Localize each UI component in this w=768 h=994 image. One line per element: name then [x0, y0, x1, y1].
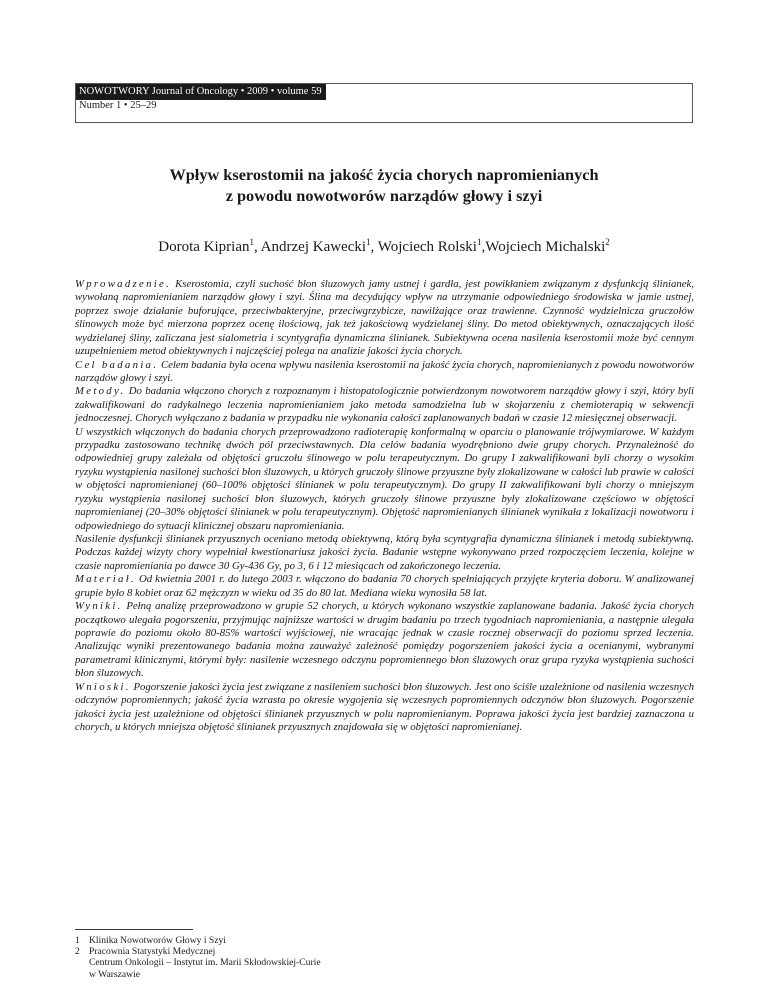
section-heading: Wnioski. — [75, 680, 131, 693]
abstract-aim — [75, 359, 694, 386]
section-text: Pełną analizę przeprowadzono w grupie 52 chorych, u których wykonano wszystkie zaplanowane badania. Jakość życia chorych początkowo ulegała pogorszeniu, przyjmując najniższe wartości w drugim badaniu po trzech tygodniach napromieniania, a następnie ulegała poprawie do poziomu około 80-85% wartości wyjściowej, nie wracając jednak w czasie rocznej obserwacji do poziomu sprzed leczenia. Analizując wyniki prezentowanego badania można zauważyć zależność pomiędzy pogorszeniem jakości życia a ocenianymi, wybranymi parametrami klinicznymi, którymi były: nasilenie wczesnego odczynu popromiennego błon śluzowych oraz grupa ryzyka wystąpienia suchości błon śluzowych. — [75, 600, 695, 680]
section-text: Od kwietnia 2001 r. do lutego 2003 r. włączono do badania 70 chorych spełniających przyjęte kryteria doboru. W analizowanej grupie było 8 kobiet oraz 62 mężczyzn w wieku od 35 do 80 lat. Mediana wieku wynosiła 58 lat. — [75, 573, 694, 599]
journal-title-bar: NOWOTWORY Journal of Oncology • 2009 • volume 59 — [76, 84, 326, 100]
section-text: Do badania włączono chorych z rozpoznanym i histopatologicznie potwierdzonym nowotworem narządów głowy i szyi, który byli zakwalifikowani do radykalnego leczenia napromienianiem jako metoda samodzielna lub w skojarzeniu z chemioterapią w sekwencji jednoczesnej. Chorych wyłączano z badania w przypadku nie wykonania całości zaplanowanych badań w czasie 12 miesięcznej obserwacji. — [75, 385, 694, 425]
author-affiliation-mark: 2 — [605, 237, 610, 247]
article-title-line-1: Wpływ kserostomii na jakość życia chorych napromienianych — [169, 165, 599, 184]
abstract-methods-paragraph-2: U wszystkich włączonych do badania chorych przeprowadzono radioterapię konformalną w oparciu o planowanie trójwymiarowe. W każdym przypadku zastosowano technikę dwóch pól przeciwstawnych. Dla celów badania wyodrębniono dwie grupy chorych. Przynależność do odpowiedniej grupy zależała od objętości gruczołu ślinowego w polu terapeutycznym. Do grupy I zakwalifikowani byli chorzy o wysokim ryzyku wystąpienia nasilonej suchości błon śluzowych, u których gruczoły ślinowe przyuszne były zlokalizowane w całości lub prawie w całości w objętości napromienianej (60–100% objętości ślinianek w polu terapeutycznym). Do grupy II zakwalifikowani byli chorzy o mniejszym ryzyku wystąpienia nasilonej suchości błon śluzowych, których gruczoły ślinowe przyuszne były zlokalizowane częściowo w objętości napromienianej (20–30% objętości ślinianek w polu terapeutycznym). Objętość napromienianych ślinianek wynikała z lokalizacji nowotworu i odpowiedniego do sytuacji klinicznej obszaru napromieniania. — [75, 425, 694, 532]
footnote-2 — [75, 946, 321, 957]
abstract-conclusions — [75, 681, 694, 735]
footnote-divider — [75, 929, 193, 930]
author-separator: , — [370, 239, 378, 255]
abstract — [75, 278, 694, 734]
author-name: Dorota Kiprian — [158, 239, 250, 255]
section-text: Pogorszenie jakości życia jest związane z nasileniem suchości błon śluzowych. Jest ono ściśle uzależnione od nasilenia wczesnych odczynów popromiennych; jakość życia wzrasta po okresie wygojenia się wczesnych popromiennych odczynów błon śluzowych. Pogorszenie jakości życia jest uzależnione od objętości ślinianek przyusznych w polu napromienianym. Poprawa jakości życia jest bardziej zaznaczona u chorych, u których mniejsza objętość ślinianek przyusznych znajdowała się w objętości napromienianej. — [75, 680, 694, 733]
footnote-1 — [75, 935, 321, 946]
section-text: Celem badania była ocena wpływu nasilenia kserostomii na jakość życia chorych, napromienianych z powodu nowotworów narządów głowy i szyi. — [75, 358, 694, 384]
footnote-2-line-3 — [75, 969, 321, 980]
footnote-text: w Warszawie — [89, 968, 140, 980]
footnote-2-line-2 — [75, 957, 321, 968]
journal-header-box — [75, 83, 693, 123]
author-separator: , — [253, 239, 261, 255]
author-name: Wojciech Rolski — [377, 239, 477, 255]
section-heading: Metody. — [75, 385, 126, 398]
author-list — [0, 233, 768, 256]
footnote-text: Klinika Nowotworów Głowy i Szyi — [89, 935, 226, 946]
section-heading: Wyniki. — [75, 600, 123, 613]
author-affiliation-mark: 1 — [476, 237, 482, 247]
abstract-results — [75, 600, 694, 681]
section-heading: Cel badania. — [75, 358, 159, 371]
article-title-line-2: z powodu nowotworów narządów głowy i szyi — [225, 186, 543, 205]
section-text: Kserostomia, czyli suchość błon śluzowych jamy ustnej i gardła, jest powikłaniem związanym z dysfunkcją ślinianek, wywołaną napromienianiem narządów głowy i szyi. Ślina ma decydujący wpływ na utrzymanie odpowiedniego środowiska w jamie ustnej, poprzez swoje działanie buforujące, przeciwbakteryjne, przeciwgrzybicze, nawilżające oraz trawienne. Czynność wydzielnicza gruczołów ślinowych może być mierzona poprzez ocenę ilościową, jak też jakościową wydzielanej śliny. Do metod obiektywnych, oznaczających ilość wydzielanej śliny, zaliczana jest sialometria i scyntygrafia dynamiczna ślinianek. Subiektywna ocena nasilenia kserostomii może być cennym uzupełnieniem metod obiektywnych i najczęściej polega na analizie jakości życia chorych. — [75, 278, 694, 358]
section-heading: Materiał. — [75, 573, 137, 586]
abstract-material — [75, 573, 694, 600]
author-name: Andrzej Kawecki — [260, 239, 367, 255]
abstract-introduction — [75, 278, 694, 359]
journal-issue-info: Number 1 • 25–29 — [79, 100, 157, 111]
footnotes — [75, 935, 321, 980]
footnote-number: 2 — [75, 946, 80, 958]
author-name: Wojciech Michalski — [485, 239, 606, 255]
abstract-methods — [75, 385, 694, 425]
author-affiliation-mark: 1 — [249, 237, 254, 247]
footnote-text: Pracownia Statystyki Medycznej — [89, 946, 216, 958]
author-separator: , — [481, 239, 486, 255]
footnote-text: Centrum Onkologii – Instytut im. Marii Skłodowskiej-Curie — [89, 957, 321, 969]
abstract-methods-paragraph-3: Nasilenie dysfunkcji ślinianek przyusznych oceniano metodą obiektywną, którą była scyntygrafia dynamiczna ślinianek i metodą subiektywną. Podczas każdej wizyty chory wypełniał kwestionariusz jakości życia. Badanie wstępne wykonywano przed rozpoczęciem leczenia, kolejne w czasie napromieniania po dawce 30 Gy-436 Gy, po 3, 6 i 12 miesiącach od zakończonego leczenia. — [75, 533, 694, 572]
footnote-number: 1 — [75, 935, 80, 946]
section-heading: Wprowadzenie. — [75, 278, 172, 290]
author-affiliation-mark: 1 — [366, 237, 371, 247]
article-title — [0, 164, 768, 206]
